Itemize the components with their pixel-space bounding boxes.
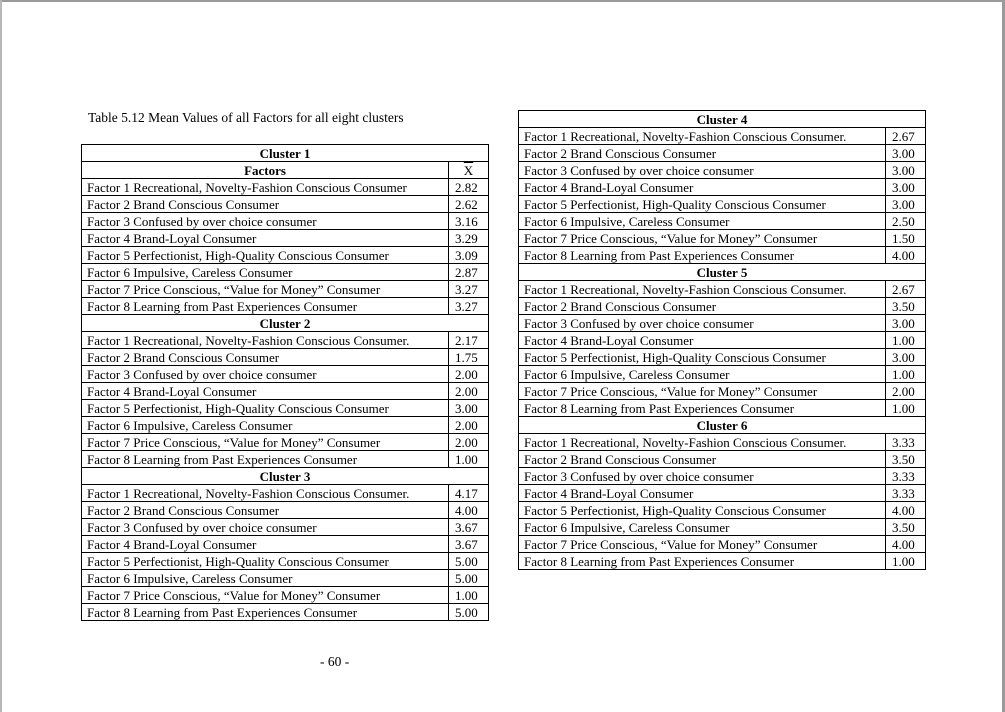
- table-row: [82, 519, 489, 536]
- factor-cell: Factor 8 Learning from Past Experiences Consumer: [519, 400, 886, 417]
- table-caption: Table 5.12 Mean Values of all Factors for all eight clusters: [88, 110, 404, 125]
- cluster-header-row: [519, 111, 926, 128]
- mean-value-cell: 3.33: [886, 468, 926, 485]
- factor-cell: Factor 2 Brand Conscious Consumer: [519, 298, 886, 315]
- mean-value-cell: 4.00: [886, 247, 926, 264]
- table-row: [519, 298, 926, 315]
- table-row: [82, 383, 489, 400]
- table-row: [519, 485, 926, 502]
- factor-cell: Factor 2 Brand Conscious Consumer: [82, 502, 449, 519]
- factor-cell: Factor 6 Impulsive, Careless Consumer: [82, 417, 449, 434]
- mean-value-cell: 4.00: [886, 502, 926, 519]
- table-row: [82, 281, 489, 298]
- mean-value-cell: 5.00: [449, 570, 489, 587]
- mean-value-cell: 4.17: [449, 485, 489, 502]
- table-row: [519, 281, 926, 298]
- mean-value-cell: 3.00: [886, 196, 926, 213]
- factor-cell: Factor 5 Perfectionist, High-Quality Conscious Consumer: [519, 196, 886, 213]
- factor-cell: Factor 7 Price Conscious, “Value for Money” Consumer: [82, 281, 449, 298]
- table-row: [82, 536, 489, 553]
- table-row: [519, 468, 926, 485]
- cluster-title: Cluster 1: [82, 145, 489, 162]
- factor-cell: Factor 3 Confused by over choice consumer: [519, 468, 886, 485]
- table-row: [519, 162, 926, 179]
- table-row: [82, 332, 489, 349]
- factor-cell: Factor 7 Price Conscious, “Value for Money” Consumer: [519, 536, 886, 553]
- mean-values-table-left: [81, 144, 489, 621]
- factors-column-header: Factors: [82, 162, 449, 179]
- factor-cell: Factor 4 Brand-Loyal Consumer: [82, 383, 449, 400]
- mean-value-cell: 1.50: [886, 230, 926, 247]
- factor-cell: Factor 5 Perfectionist, High-Quality Conscious Consumer: [82, 247, 449, 264]
- factor-cell: Factor 5 Perfectionist, High-Quality Conscious Consumer: [519, 502, 886, 519]
- mean-value-cell: 1.00: [886, 553, 926, 570]
- cluster-header-row: [82, 145, 489, 162]
- factor-cell: Factor 1 Recreational, Novelty-Fashion Conscious Consumer: [82, 179, 449, 196]
- mean-value-cell: 2.50: [886, 213, 926, 230]
- table-row: [82, 179, 489, 196]
- page-left-border: [0, 0, 2, 712]
- table-row: [519, 332, 926, 349]
- factor-cell: Factor 7 Price Conscious, “Value for Money” Consumer: [519, 230, 886, 247]
- table-row: [82, 587, 489, 604]
- cluster-header-row: [519, 264, 926, 281]
- table-row: [82, 349, 489, 366]
- table-row: [519, 451, 926, 468]
- cluster-header-row: [82, 468, 489, 485]
- factor-cell: Factor 5 Perfectionist, High-Quality Conscious Consumer: [82, 400, 449, 417]
- factor-cell: Factor 8 Learning from Past Experiences Consumer: [82, 451, 449, 468]
- factor-cell: Factor 3 Confused by over choice consumer: [82, 366, 449, 383]
- table-row: [82, 400, 489, 417]
- cluster-header-row: [82, 315, 489, 332]
- mean-value-cell: 2.00: [886, 383, 926, 400]
- mean-value-cell: 2.62: [449, 196, 489, 213]
- mean-value-cell: 5.00: [449, 553, 489, 570]
- factor-cell: Factor 6 Impulsive, Careless Consumer: [82, 264, 449, 281]
- mean-values-table-right: [518, 110, 926, 570]
- mean-value-cell: 4.00: [449, 502, 489, 519]
- table-row: [82, 570, 489, 587]
- mean-value-cell: 2.00: [449, 434, 489, 451]
- factor-cell: Factor 2 Brand Conscious Consumer: [82, 196, 449, 213]
- table-row: [82, 502, 489, 519]
- factor-cell: Factor 3 Confused by over choice consumer: [519, 162, 886, 179]
- table-row: [519, 196, 926, 213]
- table-row: [82, 196, 489, 213]
- mean-value-cell: 2.00: [449, 366, 489, 383]
- mean-value-cell: 1.00: [886, 400, 926, 417]
- factor-cell: Factor 1 Recreational, Novelty-Fashion Conscious Consumer.: [519, 128, 886, 145]
- mean-value-cell: 2.87: [449, 264, 489, 281]
- page-number: - 60 -: [320, 654, 350, 669]
- mean-value-cell: 1.75: [449, 349, 489, 366]
- mean-symbol: $\overline{X}$: [463, 162, 474, 178]
- table-row: [519, 519, 926, 536]
- factor-cell: Factor 7 Price Conscious, “Value for Money” Consumer: [82, 587, 449, 604]
- table-row: [82, 213, 489, 230]
- table-row: [82, 451, 489, 468]
- table-row: [519, 145, 926, 162]
- table-row: [82, 417, 489, 434]
- factor-cell: Factor 8 Learning from Past Experiences Consumer: [82, 604, 449, 621]
- mean-value-cell: 3.29: [449, 230, 489, 247]
- factor-cell: Factor 4 Brand-Loyal Consumer: [82, 230, 449, 247]
- mean-value-cell: 1.00: [449, 451, 489, 468]
- factor-cell: Factor 4 Brand-Loyal Consumer: [519, 485, 886, 502]
- cluster-title: Cluster 5: [519, 264, 926, 281]
- factor-cell: Factor 3 Confused by over choice consumer: [519, 315, 886, 332]
- mean-value-cell: 3.50: [886, 451, 926, 468]
- factor-cell: Factor 3 Confused by over choice consumer: [82, 519, 449, 536]
- mean-value-cell: 3.67: [449, 519, 489, 536]
- table-row: [519, 213, 926, 230]
- factor-cell: Factor 3 Confused by over choice consumer: [82, 213, 449, 230]
- table-row: [519, 536, 926, 553]
- table-row: [519, 247, 926, 264]
- page-top-border: [0, 0, 1005, 2]
- mean-value-cell: 2.82: [449, 179, 489, 196]
- mean-value-cell: 3.00: [886, 145, 926, 162]
- factor-cell: Factor 4 Brand-Loyal Consumer: [82, 536, 449, 553]
- table-row: [519, 179, 926, 196]
- mean-value-cell: 3.00: [886, 162, 926, 179]
- factor-cell: Factor 6 Impulsive, Careless Consumer: [519, 519, 886, 536]
- mean-value-cell: 3.50: [886, 298, 926, 315]
- mean-value-cell: 1.00: [886, 332, 926, 349]
- factor-cell: Factor 5 Perfectionist, High-Quality Conscious Consumer: [519, 349, 886, 366]
- mean-value-cell: 2.00: [449, 417, 489, 434]
- mean-value-cell: 3.50: [886, 519, 926, 536]
- mean-column-header: [449, 162, 489, 179]
- table-row: [519, 349, 926, 366]
- factor-cell: Factor 4 Brand-Loyal Consumer: [519, 179, 886, 196]
- mean-value-cell: 3.67: [449, 536, 489, 553]
- table-row: [519, 315, 926, 332]
- mean-value-cell: 2.00: [449, 383, 489, 400]
- table-row: [519, 502, 926, 519]
- cluster-header-row: [519, 417, 926, 434]
- mean-value-cell: 3.27: [449, 281, 489, 298]
- table-row: [519, 400, 926, 417]
- factor-cell: Factor 2 Brand Conscious Consumer: [519, 145, 886, 162]
- factor-cell: Factor 4 Brand-Loyal Consumer: [519, 332, 886, 349]
- table-row: [82, 553, 489, 570]
- table-row: [519, 128, 926, 145]
- mean-value-cell: 5.00: [449, 604, 489, 621]
- factor-cell: Factor 1 Recreational, Novelty-Fashion Conscious Consumer.: [519, 281, 886, 298]
- table-row: [82, 434, 489, 451]
- table-row: [82, 485, 489, 502]
- mean-value-cell: 3.00: [449, 400, 489, 417]
- factor-cell: Factor 1 Recreational, Novelty-Fashion Conscious Consumer.: [82, 485, 449, 502]
- factor-cell: Factor 6 Impulsive, Careless Consumer: [519, 213, 886, 230]
- mean-value-cell: 1.00: [886, 366, 926, 383]
- mean-value-cell: 3.16: [449, 213, 489, 230]
- table-row: [82, 366, 489, 383]
- factor-cell: Factor 6 Impulsive, Careless Consumer: [82, 570, 449, 587]
- factor-cell: Factor 2 Brand Conscious Consumer: [82, 349, 449, 366]
- table-row: [82, 230, 489, 247]
- factor-cell: Factor 8 Learning from Past Experiences Consumer: [519, 247, 886, 264]
- mean-value-cell: 2.67: [886, 128, 926, 145]
- table-row: [82, 264, 489, 281]
- mean-value-cell: 3.33: [886, 485, 926, 502]
- factor-cell: Factor 1 Recreational, Novelty-Fashion Conscious Consumer.: [519, 434, 886, 451]
- mean-value-cell: 3.33: [886, 434, 926, 451]
- factor-cell: Factor 8 Learning from Past Experiences Consumer: [82, 298, 449, 315]
- mean-value-cell: 3.27: [449, 298, 489, 315]
- factor-cell: Factor 8 Learning from Past Experiences Consumer: [519, 553, 886, 570]
- mean-value-cell: 2.67: [886, 281, 926, 298]
- table-row: [519, 230, 926, 247]
- table-row: [82, 247, 489, 264]
- table-row: [82, 604, 489, 621]
- factor-cell: Factor 5 Perfectionist, High-Quality Conscious Consumer: [82, 553, 449, 570]
- factor-cell: Factor 7 Price Conscious, “Value for Money” Consumer: [82, 434, 449, 451]
- cluster-title: Cluster 4: [519, 111, 926, 128]
- mean-value-cell: 2.17: [449, 332, 489, 349]
- mean-value-cell: 1.00: [449, 587, 489, 604]
- table-row: [519, 383, 926, 400]
- table-row: [82, 298, 489, 315]
- cluster-title: Cluster 3: [82, 468, 489, 485]
- mean-value-cell: 4.00: [886, 536, 926, 553]
- factor-cell: Factor 7 Price Conscious, “Value for Money” Consumer: [519, 383, 886, 400]
- table-row: [519, 366, 926, 383]
- factor-cell: Factor 6 Impulsive, Careless Consumer: [519, 366, 886, 383]
- mean-value-cell: 3.00: [886, 315, 926, 332]
- factor-cell: Factor 2 Brand Conscious Consumer: [519, 451, 886, 468]
- factor-cell: Factor 1 Recreational, Novelty-Fashion Conscious Consumer.: [82, 332, 449, 349]
- mean-value-cell: 3.09: [449, 247, 489, 264]
- cluster-title: Cluster 6: [519, 417, 926, 434]
- mean-value-cell: 3.00: [886, 179, 926, 196]
- table-row: [519, 553, 926, 570]
- column-header-row: [82, 162, 489, 179]
- cluster-title: Cluster 2: [82, 315, 489, 332]
- mean-value-cell: 3.00: [886, 349, 926, 366]
- table-row: [519, 434, 926, 451]
